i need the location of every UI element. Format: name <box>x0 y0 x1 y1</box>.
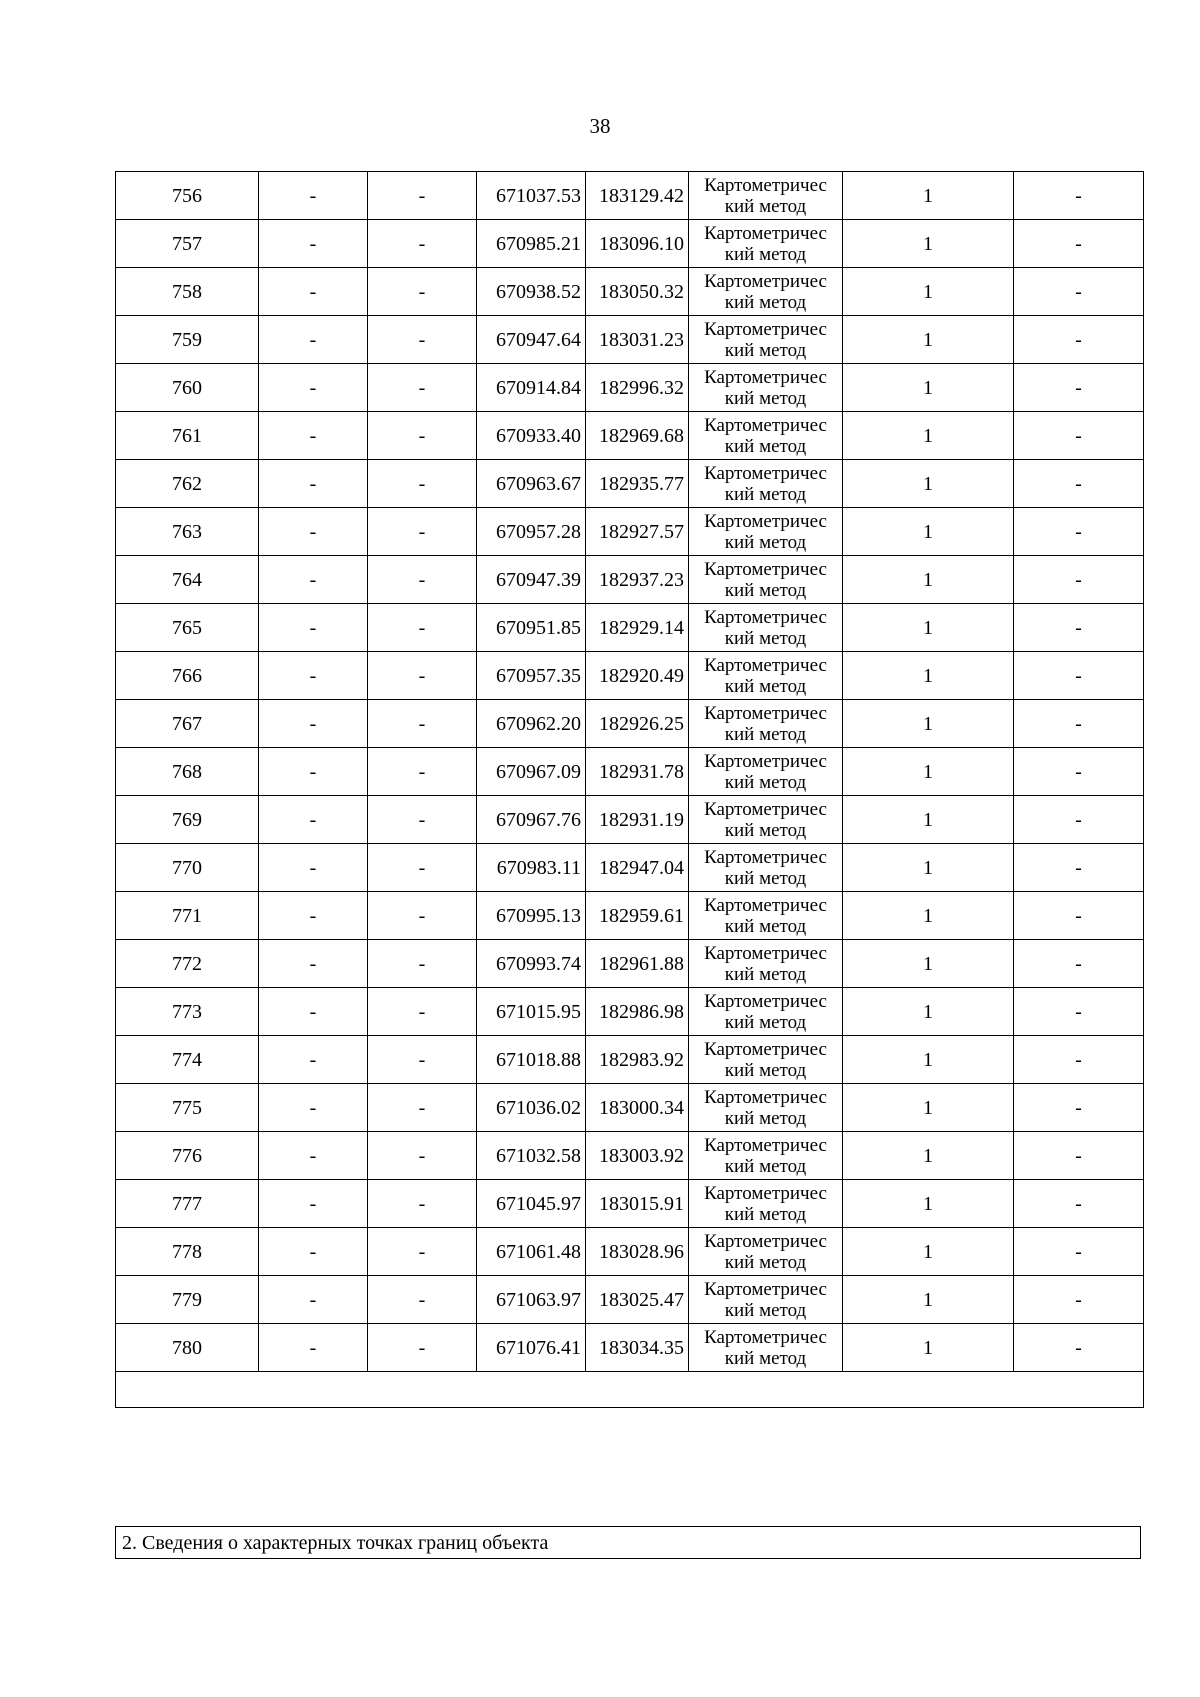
cell-precision: 1 <box>843 796 1014 844</box>
cell-method <box>689 652 843 700</box>
cell-point-number: 760 <box>116 364 259 412</box>
cell-old-x: - <box>259 1276 368 1324</box>
method-line-1: Картометричес <box>704 366 827 388</box>
cell-x-coordinate: 671037.53 <box>477 172 586 220</box>
table-row <box>116 604 1144 652</box>
cell-x-coordinate: 670985.21 <box>477 220 586 268</box>
cell-old-y: - <box>368 604 477 652</box>
method-line-1: Картометричес <box>704 798 827 820</box>
cell-old-y: - <box>368 220 477 268</box>
table-row <box>116 508 1144 556</box>
cell-description: - <box>1014 1228 1144 1276</box>
cell-old-y: - <box>368 796 477 844</box>
table-empty-row <box>116 1372 1144 1408</box>
method-line-2: кий метод <box>724 291 807 313</box>
coordinates-table <box>115 171 1144 1408</box>
cell-old-y: - <box>368 268 477 316</box>
cell-method <box>689 460 843 508</box>
cell-point-number: 774 <box>116 1036 259 1084</box>
cell-description: - <box>1014 508 1144 556</box>
cell-method <box>689 700 843 748</box>
method-line-2: кий метод <box>724 1011 807 1033</box>
cell-point-number: 757 <box>116 220 259 268</box>
cell-x-coordinate: 670947.39 <box>477 556 586 604</box>
method-line-2: кий метод <box>724 339 807 361</box>
method-line-2: кий метод <box>724 819 807 841</box>
cell-method <box>689 1276 843 1324</box>
cell-x-coordinate: 671015.95 <box>477 988 586 1036</box>
cell-point-number: 766 <box>116 652 259 700</box>
cell-description: - <box>1014 988 1144 1036</box>
cell-old-y: - <box>368 988 477 1036</box>
cell-description: - <box>1014 220 1144 268</box>
cell-precision: 1 <box>843 460 1014 508</box>
method-line-1: Картометричес <box>704 1134 827 1156</box>
method-line-2: кий метод <box>724 531 807 553</box>
cell-precision: 1 <box>843 268 1014 316</box>
cell-x-coordinate: 670938.52 <box>477 268 586 316</box>
cell-y-coordinate: 182983.92 <box>586 1036 689 1084</box>
table-row <box>116 268 1144 316</box>
cell-old-y: - <box>368 1084 477 1132</box>
cell-description: - <box>1014 1132 1144 1180</box>
cell-x-coordinate: 670957.28 <box>477 508 586 556</box>
cell-old-y: - <box>368 1132 477 1180</box>
method-line-2: кий метод <box>724 435 807 457</box>
cell-precision: 1 <box>843 1276 1014 1324</box>
cell-description: - <box>1014 700 1144 748</box>
cell-x-coordinate: 671061.48 <box>477 1228 586 1276</box>
cell-y-coordinate: 182937.23 <box>586 556 689 604</box>
cell-point-number: 761 <box>116 412 259 460</box>
method-line-2: кий метод <box>724 915 807 937</box>
cell-old-x: - <box>259 1324 368 1372</box>
cell-method <box>689 844 843 892</box>
cell-old-y: - <box>368 748 477 796</box>
cell-y-coordinate: 183034.35 <box>586 1324 689 1372</box>
cell-method <box>689 508 843 556</box>
cell-x-coordinate: 670993.74 <box>477 940 586 988</box>
cell-y-coordinate: 183129.42 <box>586 172 689 220</box>
table-row <box>116 1084 1144 1132</box>
method-line-2: кий метод <box>724 1251 807 1273</box>
cell-description: - <box>1014 940 1144 988</box>
cell-point-number: 763 <box>116 508 259 556</box>
cell-precision: 1 <box>843 652 1014 700</box>
cell-old-x: - <box>259 1036 368 1084</box>
cell-point-number: 767 <box>116 700 259 748</box>
cell-x-coordinate: 671036.02 <box>477 1084 586 1132</box>
cell-precision: 1 <box>843 364 1014 412</box>
cell-old-x: - <box>259 268 368 316</box>
table-row <box>116 1180 1144 1228</box>
cell-old-y: - <box>368 1276 477 1324</box>
method-line-1: Картометричес <box>704 1278 827 1300</box>
cell-y-coordinate: 182929.14 <box>586 604 689 652</box>
cell-old-x: - <box>259 508 368 556</box>
cell-method <box>689 988 843 1036</box>
cell-description: - <box>1014 268 1144 316</box>
cell-description: - <box>1014 796 1144 844</box>
method-line-1: Картометричес <box>704 894 827 916</box>
cell-precision: 1 <box>843 892 1014 940</box>
cell-x-coordinate: 670967.09 <box>477 748 586 796</box>
cell-description: - <box>1014 1324 1144 1372</box>
cell-old-y: - <box>368 1180 477 1228</box>
cell-point-number: 773 <box>116 988 259 1036</box>
cell-x-coordinate: 671018.88 <box>477 1036 586 1084</box>
method-line-2: кий метод <box>724 1203 807 1225</box>
cell-old-x: - <box>259 1132 368 1180</box>
cell-x-coordinate: 670983.11 <box>477 844 586 892</box>
cell-precision: 1 <box>843 220 1014 268</box>
cell-method <box>689 1228 843 1276</box>
cell-y-coordinate: 182920.49 <box>586 652 689 700</box>
table-row <box>116 556 1144 604</box>
cell-x-coordinate: 670951.85 <box>477 604 586 652</box>
cell-point-number: 769 <box>116 796 259 844</box>
method-line-2: кий метод <box>724 1299 807 1321</box>
cell-method <box>689 220 843 268</box>
cell-point-number: 762 <box>116 460 259 508</box>
cell-method <box>689 268 843 316</box>
method-line-2: кий метод <box>724 483 807 505</box>
cell-x-coordinate: 671045.97 <box>477 1180 586 1228</box>
method-line-2: кий метод <box>724 387 807 409</box>
cell-y-coordinate: 183015.91 <box>586 1180 689 1228</box>
method-line-2: кий метод <box>724 963 807 985</box>
cell-method <box>689 796 843 844</box>
cell-point-number: 765 <box>116 604 259 652</box>
cell-method <box>689 748 843 796</box>
cell-description: - <box>1014 1180 1144 1228</box>
cell-point-number: 778 <box>116 1228 259 1276</box>
cell-y-coordinate: 183025.47 <box>586 1276 689 1324</box>
method-line-1: Картометричес <box>704 462 827 484</box>
cell-old-y: - <box>368 508 477 556</box>
cell-x-coordinate: 670914.84 <box>477 364 586 412</box>
cell-old-y: - <box>368 556 477 604</box>
cell-method <box>689 412 843 460</box>
cell-precision: 1 <box>843 412 1014 460</box>
cell-method <box>689 940 843 988</box>
method-line-2: кий метод <box>724 771 807 793</box>
cell-y-coordinate: 183050.32 <box>586 268 689 316</box>
cell-y-coordinate: 182996.32 <box>586 364 689 412</box>
cell-description: - <box>1014 1084 1144 1132</box>
table-row <box>116 796 1144 844</box>
cell-method <box>689 1036 843 1084</box>
cell-old-x: - <box>259 316 368 364</box>
cell-old-x: - <box>259 604 368 652</box>
cell-point-number: 775 <box>116 1084 259 1132</box>
cell-y-coordinate: 182986.98 <box>586 988 689 1036</box>
cell-old-y: - <box>368 364 477 412</box>
cell-point-number: 756 <box>116 172 259 220</box>
cell-x-coordinate: 671063.97 <box>477 1276 586 1324</box>
cell-old-y: - <box>368 844 477 892</box>
table-row <box>116 220 1144 268</box>
page-number: 38 <box>589 114 611 138</box>
cell-y-coordinate: 182931.78 <box>586 748 689 796</box>
cell-precision: 1 <box>843 988 1014 1036</box>
table-empty-cell <box>116 1372 1144 1408</box>
cell-y-coordinate: 182926.25 <box>586 700 689 748</box>
cell-old-x: - <box>259 364 368 412</box>
cell-old-x: - <box>259 700 368 748</box>
cell-point-number: 764 <box>116 556 259 604</box>
cell-precision: 1 <box>843 940 1014 988</box>
cell-old-y: - <box>368 316 477 364</box>
cell-point-number: 779 <box>116 1276 259 1324</box>
cell-description: - <box>1014 748 1144 796</box>
cell-precision: 1 <box>843 748 1014 796</box>
cell-precision: 1 <box>843 1132 1014 1180</box>
cell-y-coordinate: 182927.57 <box>586 508 689 556</box>
cell-method <box>689 1324 843 1372</box>
method-line-1: Картометричес <box>704 1182 827 1204</box>
method-line-1: Картометричес <box>704 318 827 340</box>
cell-point-number: 780 <box>116 1324 259 1372</box>
cell-precision: 1 <box>843 508 1014 556</box>
cell-precision: 1 <box>843 1084 1014 1132</box>
cell-x-coordinate: 670962.20 <box>477 700 586 748</box>
cell-y-coordinate: 183031.23 <box>586 316 689 364</box>
cell-x-coordinate: 670963.67 <box>477 460 586 508</box>
cell-method <box>689 604 843 652</box>
cell-description: - <box>1014 316 1144 364</box>
cell-old-x: - <box>259 940 368 988</box>
cell-precision: 1 <box>843 844 1014 892</box>
table-row <box>116 460 1144 508</box>
method-line-2: кий метод <box>724 675 807 697</box>
cell-precision: 1 <box>843 1228 1014 1276</box>
cell-x-coordinate: 670995.13 <box>477 892 586 940</box>
section-2-header <box>115 1526 1141 1559</box>
cell-old-y: - <box>368 1036 477 1084</box>
method-line-1: Картометричес <box>704 270 827 292</box>
cell-description: - <box>1014 844 1144 892</box>
method-line-2: кий метод <box>724 195 807 217</box>
cell-y-coordinate: 182961.88 <box>586 940 689 988</box>
table-row <box>116 700 1144 748</box>
table-row <box>116 748 1144 796</box>
cell-method <box>689 172 843 220</box>
cell-method <box>689 1180 843 1228</box>
method-line-1: Картометричес <box>704 1038 827 1060</box>
method-line-2: кий метод <box>724 1059 807 1081</box>
cell-method <box>689 364 843 412</box>
cell-description: - <box>1014 652 1144 700</box>
cell-description: - <box>1014 364 1144 412</box>
method-line-2: кий метод <box>724 723 807 745</box>
cell-point-number: 768 <box>116 748 259 796</box>
cell-precision: 1 <box>843 556 1014 604</box>
method-line-1: Картометричес <box>704 558 827 580</box>
cell-old-x: - <box>259 844 368 892</box>
cell-old-x: - <box>259 748 368 796</box>
table-row <box>116 172 1144 220</box>
cell-precision: 1 <box>843 700 1014 748</box>
method-line-1: Картометричес <box>704 174 827 196</box>
cell-old-y: - <box>368 940 477 988</box>
cell-y-coordinate: 182931.19 <box>586 796 689 844</box>
cell-point-number: 758 <box>116 268 259 316</box>
cell-old-y: - <box>368 652 477 700</box>
cell-method <box>689 1132 843 1180</box>
cell-x-coordinate: 671032.58 <box>477 1132 586 1180</box>
cell-description: - <box>1014 1036 1144 1084</box>
method-line-2: кий метод <box>724 867 807 889</box>
cell-point-number: 770 <box>116 844 259 892</box>
method-line-2: кий метод <box>724 1155 807 1177</box>
cell-description: - <box>1014 172 1144 220</box>
cell-precision: 1 <box>843 1036 1014 1084</box>
cell-old-y: - <box>368 172 477 220</box>
method-line-1: Картометричес <box>704 606 827 628</box>
table-row <box>116 412 1144 460</box>
cell-method <box>689 1084 843 1132</box>
cell-method <box>689 556 843 604</box>
cell-point-number: 772 <box>116 940 259 988</box>
table-row <box>116 1132 1144 1180</box>
method-line-1: Картометричес <box>704 702 827 724</box>
cell-precision: 1 <box>843 1324 1014 1372</box>
method-line-1: Картометричес <box>704 414 827 436</box>
table-row <box>116 1036 1144 1084</box>
table-row <box>116 844 1144 892</box>
cell-old-x: - <box>259 1084 368 1132</box>
cell-point-number: 777 <box>116 1180 259 1228</box>
cell-old-y: - <box>368 1228 477 1276</box>
cell-old-x: - <box>259 220 368 268</box>
cell-method <box>689 316 843 364</box>
cell-old-x: - <box>259 556 368 604</box>
cell-old-x: - <box>259 652 368 700</box>
method-line-1: Картометричес <box>704 1086 827 1108</box>
cell-old-y: - <box>368 460 477 508</box>
cell-precision: 1 <box>843 1180 1014 1228</box>
cell-x-coordinate: 671076.41 <box>477 1324 586 1372</box>
method-line-1: Картометричес <box>704 1230 827 1252</box>
cell-x-coordinate: 670947.64 <box>477 316 586 364</box>
cell-old-y: - <box>368 412 477 460</box>
method-line-1: Картометричес <box>704 1326 827 1348</box>
method-line-2: кий метод <box>724 627 807 649</box>
cell-old-x: - <box>259 892 368 940</box>
cell-old-x: - <box>259 988 368 1036</box>
cell-x-coordinate: 670933.40 <box>477 412 586 460</box>
cell-y-coordinate: 182947.04 <box>586 844 689 892</box>
cell-old-x: - <box>259 172 368 220</box>
cell-old-x: - <box>259 460 368 508</box>
table-row <box>116 1276 1144 1324</box>
cell-y-coordinate: 183096.10 <box>586 220 689 268</box>
cell-point-number: 771 <box>116 892 259 940</box>
method-line-1: Картометричес <box>704 654 827 676</box>
table-row <box>116 988 1144 1036</box>
table-row <box>116 1324 1144 1372</box>
cell-precision: 1 <box>843 604 1014 652</box>
method-line-2: кий метод <box>724 579 807 601</box>
cell-old-x: - <box>259 412 368 460</box>
cell-x-coordinate: 670967.76 <box>477 796 586 844</box>
cell-description: - <box>1014 892 1144 940</box>
table-row <box>116 892 1144 940</box>
table-row <box>116 940 1144 988</box>
table-row <box>116 652 1144 700</box>
cell-old-y: - <box>368 892 477 940</box>
cell-old-x: - <box>259 1228 368 1276</box>
table-row <box>116 364 1144 412</box>
method-line-1: Картометричес <box>704 846 827 868</box>
table-body <box>116 172 1144 1372</box>
section-2-title: 2. Сведения о характерных точках границ объекта <box>122 1532 549 1554</box>
cell-description: - <box>1014 412 1144 460</box>
method-line-2: кий метод <box>724 243 807 265</box>
cell-old-x: - <box>259 1180 368 1228</box>
cell-y-coordinate: 182969.68 <box>586 412 689 460</box>
cell-y-coordinate: 183000.34 <box>586 1084 689 1132</box>
cell-y-coordinate: 183028.96 <box>586 1228 689 1276</box>
cell-precision: 1 <box>843 316 1014 364</box>
table-row <box>116 316 1144 364</box>
cell-y-coordinate: 182959.61 <box>586 892 689 940</box>
cell-old-y: - <box>368 1324 477 1372</box>
table-row <box>116 1228 1144 1276</box>
method-line-1: Картометричес <box>704 750 827 772</box>
method-line-2: кий метод <box>724 1107 807 1129</box>
cell-description: - <box>1014 556 1144 604</box>
cell-x-coordinate: 670957.35 <box>477 652 586 700</box>
cell-point-number: 776 <box>116 1132 259 1180</box>
method-line-1: Картометричес <box>704 942 827 964</box>
cell-description: - <box>1014 460 1144 508</box>
cell-old-y: - <box>368 700 477 748</box>
method-line-2: кий метод <box>724 1347 807 1369</box>
cell-old-x: - <box>259 796 368 844</box>
method-line-1: Картометричес <box>704 222 827 244</box>
method-line-1: Картометричес <box>704 990 827 1012</box>
cell-y-coordinate: 182935.77 <box>586 460 689 508</box>
cell-point-number: 759 <box>116 316 259 364</box>
cell-precision: 1 <box>843 172 1014 220</box>
cell-y-coordinate: 183003.92 <box>586 1132 689 1180</box>
cell-description: - <box>1014 1276 1144 1324</box>
cell-description: - <box>1014 604 1144 652</box>
cell-method <box>689 892 843 940</box>
method-line-1: Картометричес <box>704 510 827 532</box>
